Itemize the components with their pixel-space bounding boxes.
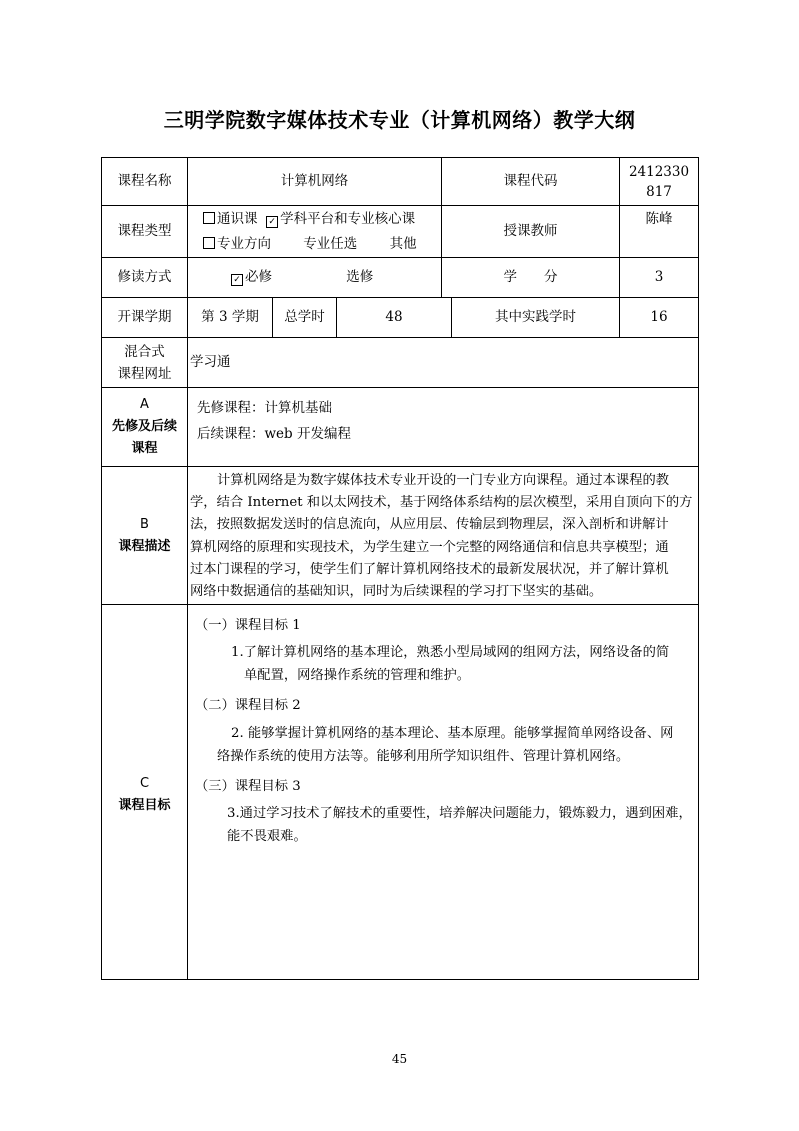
section-a-content xyxy=(197,395,687,447)
course-code-label: 课程代码 xyxy=(503,173,558,190)
study-mode-label: 修读方式 xyxy=(117,269,172,286)
type-option-elective: 专业任选 xyxy=(303,236,358,252)
goal-1-title: （一）课程目标 1 xyxy=(195,618,301,633)
type-option-core: 学科平台和专业核心课 xyxy=(280,211,416,227)
checkbox-unchecked-icon xyxy=(203,212,215,224)
section-a-title-line2: 课程 xyxy=(131,441,158,456)
description-line: 过本门课程的学习，使学生们了解计算机网络技术的最新发展状况，并了解计算机 xyxy=(190,561,669,577)
goal-3-line1: 3.通过学习技术了解技术的重要性，培养解决问题能力，锻炼毅力，遇到困难， xyxy=(227,806,692,821)
description-line: 算机网络的原理和实现技术，为学生建立一个完整的网络通信和信息共享模型；通 xyxy=(190,539,669,555)
section-c-label xyxy=(102,770,187,820)
type-option-other: 其他 xyxy=(389,236,417,252)
term-label: 开课学期 xyxy=(117,309,172,326)
course-url-label xyxy=(102,338,187,387)
prerequisite-courses: 先修课程：计算机基础 xyxy=(197,400,332,416)
course-code-value xyxy=(620,158,698,205)
section-b-letter: B xyxy=(140,516,149,532)
section-a-title-line1: 先修及后续 xyxy=(111,419,177,434)
credit-value: 3 xyxy=(654,269,664,286)
course-url-value: 学习通 xyxy=(190,354,231,371)
section-b-description xyxy=(190,470,697,603)
description-line: 网络中数据通信的基础知识，同时为后续课程的学习打下坚实的基础。 xyxy=(190,584,603,600)
goal-2-title: （二）课程目标 2 xyxy=(195,698,301,713)
checkbox-unchecked-icon xyxy=(203,237,215,249)
section-b-title: 课程描述 xyxy=(118,538,171,554)
term-value: 第 3 学期 xyxy=(201,309,259,326)
course-name-value: 计算机网络 xyxy=(280,173,349,190)
goal-3-title: （三）课程目标 3 xyxy=(195,779,301,794)
total-hours-value: 48 xyxy=(385,309,403,326)
section-c-title: 课程目标 xyxy=(118,798,171,813)
course-type-label: 课程类型 xyxy=(117,223,172,240)
course-type-options xyxy=(203,208,439,256)
credit-label: 学 分 xyxy=(503,269,558,286)
mode-elective: 选修 xyxy=(346,269,374,285)
goal-2-line1: 2. 能够掌握计算机网络的基本理论、基本原理。能够掌握简单网络设备、网 xyxy=(231,726,674,741)
mode-required: 必修 xyxy=(245,269,272,285)
description-line: 学，结合 Internet 和以太网技术，基于网络体系结构的层次模型，采用自顶向下的方 xyxy=(190,495,693,511)
course-name-label: 课程名称 xyxy=(117,173,172,190)
section-c-letter: C xyxy=(139,776,150,791)
section-a-letter: A xyxy=(140,397,149,412)
section-a-label xyxy=(102,388,187,466)
checkbox-checked-icon: ✓ xyxy=(231,274,243,286)
course-url-label-line2: 课程网址 xyxy=(117,365,172,382)
type-option-general: 通识课 xyxy=(217,211,258,227)
checkbox-checked-icon: ✓ xyxy=(266,216,278,228)
course-code-line1: 2412330 xyxy=(628,163,690,180)
page-number: 45 xyxy=(391,1052,408,1066)
goal-3-line2: 能不畏艰难。 xyxy=(227,829,307,844)
course-code-line2: 817 xyxy=(646,183,672,200)
goal-1-line1: 1.了解计算机网络的基本理论，熟悉小型局域网的组网方法，网络设备的简 xyxy=(231,645,670,660)
teacher-label: 授课教师 xyxy=(503,223,558,240)
practice-hours-label: 其中实践学时 xyxy=(495,309,576,326)
document-title: 三明学院数字媒体技术专业（计算机网络）教学大纲 xyxy=(163,108,636,132)
practice-hours-value: 16 xyxy=(650,309,668,326)
description-line: 计算机网络是为数字媒体技术专业开设的一门专业方向课程。通过本课程的教 xyxy=(217,473,670,488)
goal-2-line2: 络操作系统的使用方法等。能够利用所学知识组件、管理计算机网络。 xyxy=(217,749,630,764)
type-option-direction: 专业方向 xyxy=(217,236,271,252)
section-c-goals xyxy=(195,614,695,848)
total-hours-label: 总学时 xyxy=(284,309,325,326)
teacher-value: 陈峰 xyxy=(645,210,673,227)
study-mode-options xyxy=(231,266,439,289)
follow-up-courses: 后续课程：web 开发编程 xyxy=(197,426,351,442)
goal-1-line2: 单配置，网络操作系统的管理和维护。 xyxy=(244,668,471,683)
section-b-label xyxy=(102,467,187,604)
description-line: 法，按照数据发送时的信息流向，从应用层、传输层到物理层，深入剖析和讲解计 xyxy=(190,517,669,533)
course-url-label-line1: 混合式 xyxy=(124,343,165,360)
